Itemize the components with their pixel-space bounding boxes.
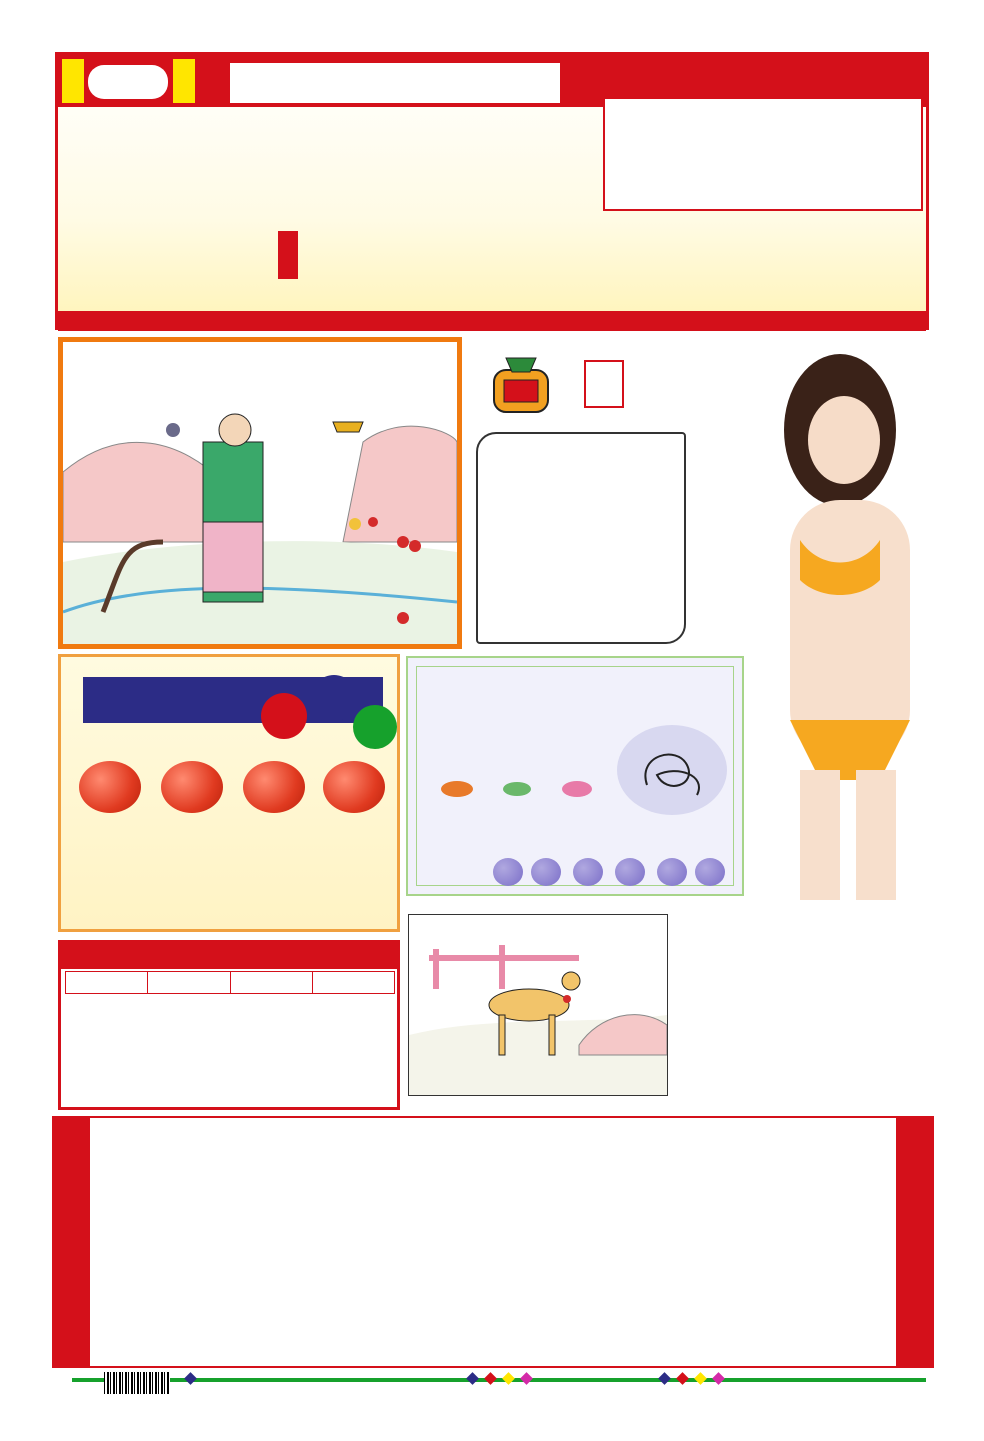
gate-strength-table-panel xyxy=(58,940,400,1110)
masthead-bottom-bar xyxy=(58,311,926,331)
betting-time-box xyxy=(603,97,923,211)
gate-strength-table xyxy=(65,971,395,994)
footer-diamond xyxy=(520,1372,533,1385)
brand-logo xyxy=(88,65,168,99)
internal-code-panel xyxy=(58,654,400,932)
footer-rule xyxy=(72,1378,926,1382)
code-ball xyxy=(243,761,305,813)
col-header xyxy=(230,972,312,994)
genuine-edition-label xyxy=(173,59,195,103)
fortune-scroll-panel xyxy=(466,350,696,650)
riddle-illustration-deer xyxy=(408,914,668,1096)
rat-icon xyxy=(437,777,477,802)
col-header xyxy=(312,972,394,994)
deer-scene-drawing xyxy=(409,915,667,1095)
footer-diamond xyxy=(466,1372,479,1385)
copyright-notice xyxy=(598,63,918,99)
fortune-scroll xyxy=(476,432,686,644)
guess-inner-frame xyxy=(416,666,734,886)
must-read-tag xyxy=(584,360,624,408)
provide-ball xyxy=(657,858,687,886)
chart-left-label xyxy=(54,1118,90,1366)
even-badge xyxy=(353,705,397,749)
odd-badge xyxy=(311,675,357,721)
masthead xyxy=(55,52,929,330)
header-poem xyxy=(86,223,296,313)
footer-diamond xyxy=(712,1372,725,1385)
trend-grid xyxy=(94,1118,894,1366)
footer-diamond xyxy=(184,1372,197,1385)
signature-mark xyxy=(617,725,727,815)
estimate-badge xyxy=(261,693,307,739)
chart-right-label xyxy=(896,1118,932,1366)
goat-icon xyxy=(497,777,537,802)
code-ball xyxy=(323,761,385,813)
dot-trend-chart xyxy=(52,1116,934,1368)
footer-diamond xyxy=(676,1372,689,1385)
jockey-club-mark-label xyxy=(62,59,84,103)
provide-ball xyxy=(615,858,645,886)
sage-scene-drawing xyxy=(63,342,457,644)
provide-ball xyxy=(493,858,523,886)
footer-diamond xyxy=(694,1372,707,1385)
pig-icon xyxy=(557,777,597,802)
guess-code-panel xyxy=(406,656,744,896)
col-header xyxy=(148,972,230,994)
provide-ball xyxy=(531,858,561,886)
footer-diamond xyxy=(502,1372,515,1385)
col-header xyxy=(66,972,148,994)
code-ball xyxy=(79,761,141,813)
provide-ball xyxy=(573,858,603,886)
footer-diamond xyxy=(484,1372,497,1385)
barcode xyxy=(104,1372,170,1394)
gate-table-title xyxy=(61,943,397,969)
footer-diamond xyxy=(658,1372,671,1385)
model-photo xyxy=(760,340,940,900)
code-ball xyxy=(161,761,223,813)
sincere-words-tag xyxy=(278,231,298,279)
money-fist-icon xyxy=(486,350,556,420)
provide-ball xyxy=(695,858,725,886)
riddle-illustration-sage xyxy=(58,337,462,649)
blank-header-box xyxy=(230,63,560,103)
